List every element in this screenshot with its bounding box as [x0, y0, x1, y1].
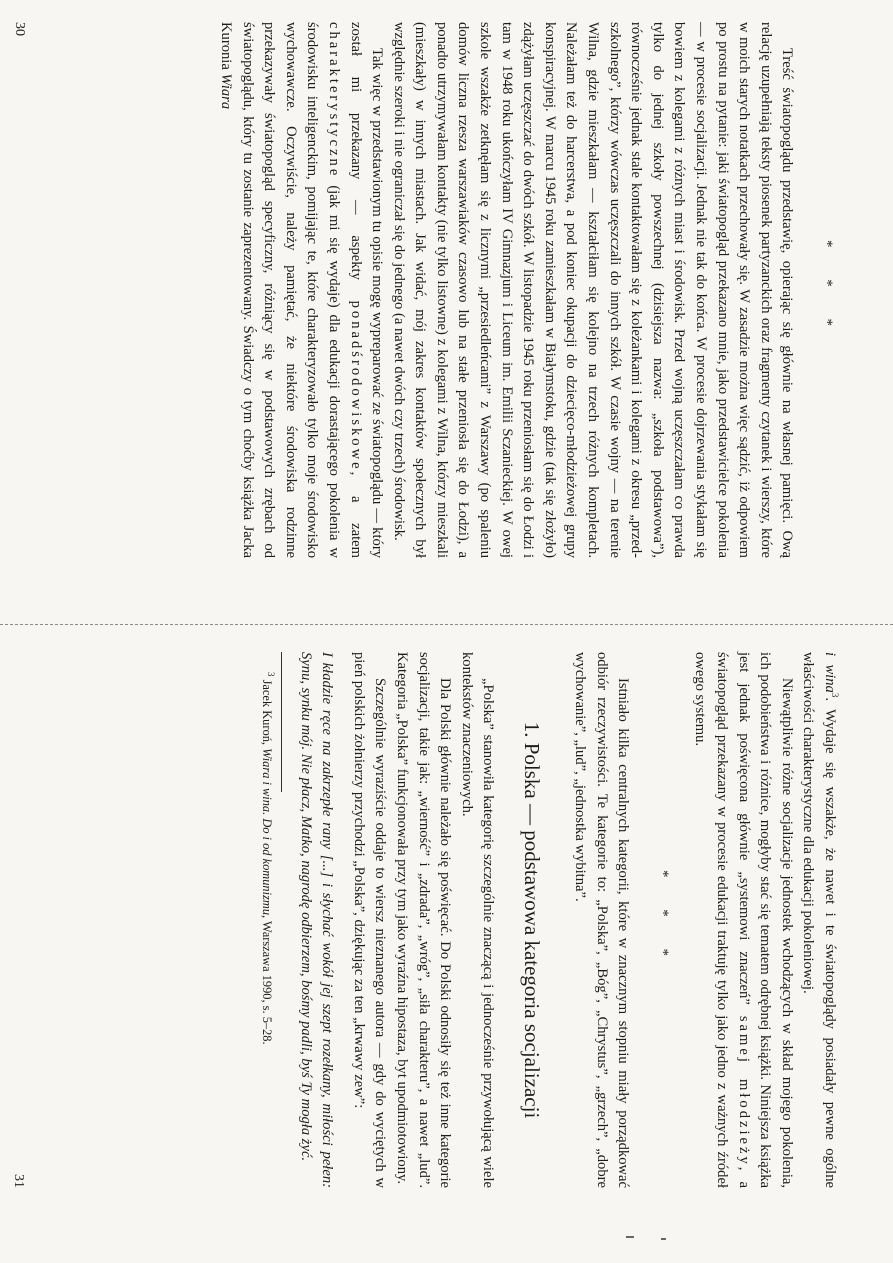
section-separator-stars: * * *: [819, 240, 835, 340]
page-gutter-divider: [0, 624, 893, 625]
paragraph-kategorie: Istniało kilka centralnych kategorii, które w znacznym stopniu miały porządkować odbiór rzeczywistości. Te kategorie to: „Polska”, „Bóg”, „Chrystus”, „grzech”, „dobre wychowanie”, „lud”, „jednostka wybitna”.: [572, 652, 632, 1188]
paragraph-wiersz: Szczególnie wyraziście oddaje to wiersz nieznanego autora — gdy do wyciętych w pień polskich żołnierzy przychodzi „Polska”, dziękując za ten „krwawy zew”:: [350, 652, 389, 1188]
section-separator-stars: * * *: [654, 870, 671, 970]
footnote: [258, 652, 275, 1188]
page-31-text-block: [24, 652, 840, 1188]
paragraph-1: Treść światopoglądu przedstawię, opierając się głównie na własnej pamięci. Ową relację uzupełniają teksty piosenek partyzanckich oraz fragmenty czytanek i wierszy, które w moich starych notatkach przechowały się. W zasadzie można więc sądzić, iż odpowiem po prostu na pytanie: jaki światopogląd przekazano mnie, jako przedstawicielce pokolenia — w procesie socjalizacji. Jednak nie tak do końca. W procesie dojrzewania stykałam się bowiem z kolegami z różnych miast i środowisk. Przed wojną uczęszczałam co prawda tylko do jednej szkoły powszechnej (dzisiejsza nazwa: „szkoła podstawowa”), równocześnie jednak stale kontaktowałam się z koleżankami i kolegami z okresu „przed-szkolnego”, którzy wówczas uczęszczali do innych szkół. W czasie wojny — na terenie Wilna, gdzie mieszkałam — kształciłam się kolejno na trzech różnych kompletach. Należałam też do harcerstwa, a pod koniec okupacji do dziecięco-młodzieżowej grupy konspiracyjnej. W marcu 1945 roku zamieszkałam w Białymstoku, gdzie (tak się złożyło) zdążyłam uczęszczać do dwóch szkół. W listopadzie 1945 roku przeniosłam się do Łodzi i tam w 1948 roku ukończyłam IV Gimnazjum i Liceum im. Emilii Sczanieckiej. W owej szkole wszakże zetknęłam się z licznymi „przesiedleńcami” z Warszawy (po spaleniu domów liczna rzesza warszawiaków czasowo lub na stałe przeniosła się do Łodzi), a ponadto utrzymywałam kontakty (nie tylko listowne) z kolegami z Wilna, którzy mieszkali (mieszkały) w innych miastach. Jak widać, mój zakres kontaktów społecznych był względnie szeroki i nie ograniczał się do jednego (a nawet dwóch czy trzech) środowisk.: [390, 22, 796, 558]
book-title-wina: i wina: [822, 652, 838, 693]
footnote-title: Wiara i wina. Do i od komunizmu: [260, 748, 275, 916]
book-page-31: [11, 630, 854, 1210]
paragraph-continuation-text: . Wydaje się wszakże, że nawet i te światopoglądy posiadały pewne ogólne właściwości charakterystyczne dla edukacji pokoleniowej.: [800, 652, 838, 1188]
scan-mark: [626, 1236, 634, 1238]
paragraph-2-end: (jak mi się wydaje) dla edukacji dorastającego pokolenia w środowisku inteligenckim, pomijając te, które charakteryzowało tylko moje środowisko wychowawcze. Oczywiście, należy pamiętać, że niektóre środowiska rodzinne przekazywały światopogląd specyficzny, różniący się w podstawowych zrębach od światopoglądu, który tu zostanie zaprezentowany. Świadczy o tym choćby książka Jacka Kuronia: [217, 22, 342, 558]
footnote-number: 3: [266, 672, 277, 677]
footnote-publication: , Warszawa 1990, s. 5–28.: [260, 915, 275, 1045]
paragraph-socjalizacje-start: Niewątpliwie różne socjalizacje jednostek wchodzących w skład mojego pokolenia, ich podobieństwa i różnice, mogłyby stać się tematem odrębnej książki. Niniejsza książka jest jednak poświęcona głównie „systemowi znaczeń”: [735, 652, 795, 1188]
footnote-divider: [281, 652, 282, 792]
emphasis-samej-mlodziezy: samej młodzieży: [735, 1015, 752, 1167]
paragraph-continuation: [797, 652, 840, 1188]
emphasis-charakterystyczne: charakterystyczne: [325, 22, 342, 179]
footnote-author: Jacek Kuroń,: [260, 679, 275, 749]
section-heading: 1. Polska — podstawowa kategoria socjalizacji: [520, 721, 545, 1119]
paragraph-socjalizacje-end: , a światopogląd przekazany w procesie edukacji traktuję tylko jako jedno z ważnych źródeł owego systemu.: [692, 652, 752, 1188]
page-30-text-block: [25, 22, 841, 558]
book-title-wiara: Wiara: [217, 73, 234, 110]
paragraph-socjalizacje: [689, 652, 797, 1188]
page-number: 30: [12, 22, 27, 36]
page-number: 31: [11, 1174, 26, 1188]
footnote-reference: 3: [829, 692, 840, 698]
paragraph-2: [214, 22, 387, 558]
paragraph-polska: „Polska” stanowiła kategorię szczególnie znaczącą i jednocześnie przywołującą wiele kontekstów znaczeniowych.: [458, 652, 497, 1188]
paragraph-dla-polski: Dla Polski głównie należało się poświęcać. Do Polski odnosiły się też inne kategorie socjalizacji, takie jak: „wierność” i „zdrada”, „wróg”, „siła charakteru”, a nawet „lud”. Kategoria „Polska” funkcjonowała przy tym jako wyraźna hipostaza, byt upodmiotowiony.: [394, 652, 454, 1188]
emphasis-ponadsrodowiskowe: ponadśrodowiskowe: [347, 300, 364, 472]
paragraph-2-mid: , a zatem: [347, 471, 364, 558]
paragraph-2-start: Tak więc w przedstawionym tu opisie mogę wypreparować ze światopoglądu — który został mi przekazany — aspekty: [347, 22, 386, 558]
poem-quote: I kładzie ręce na zakrzepłe rany [...] i słychać wokół jej szept rozełkany, miłości pełen: Synu, synku mój. Nie płacz, Matko, nagrodę odbierzem, bośmy padli, byś Ty mogła żyć.: [297, 652, 336, 1188]
book-page-30: [12, 0, 855, 580]
scan-mark: [661, 1238, 666, 1240]
